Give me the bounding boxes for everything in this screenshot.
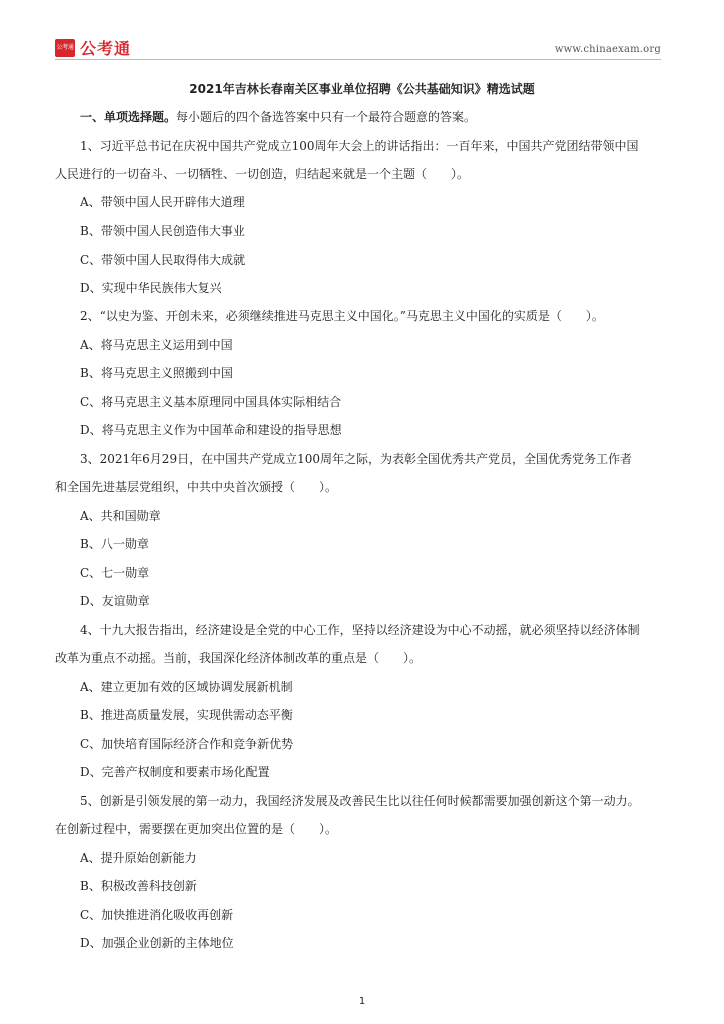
- section-heading-label: 一、单项选择题。: [80, 110, 177, 124]
- question-3-option-c: C、七一勋章: [80, 566, 150, 580]
- question-1-option-b: B、带领中国人民创造伟大事业: [80, 224, 245, 238]
- question-3-option-b: B、八一勋章: [80, 537, 149, 551]
- question-4-text-cont: 改革为重点不动摇。当前，我国深化经济体制改革的重点是（ ）。: [55, 651, 422, 665]
- section-heading: [80, 108, 476, 125]
- question-4-text: 4、十九大报告指出，经济建设是全党的中心工作，坚持以经济建设为中心不动摇，就必须坚持以经济体制: [80, 623, 640, 637]
- header-divider: [55, 59, 661, 60]
- logo-text: 公考通: [80, 39, 132, 58]
- question-3-option-d: D、友谊勋章: [80, 594, 150, 608]
- brand-logo: [55, 36, 131, 59]
- question-5-text: 5、创新是引领发展的第一动力，我国经济发展及改善民生比以往任何时候都需要加强创新这个第一动力。: [80, 794, 640, 808]
- question-5-option-c: C、加快推进消化吸收再创新: [80, 908, 234, 922]
- question-3-text: 3、2021年6月29日，在中国共产党成立100周年之际，为表彰全国优秀共产党员，全国优秀党务工作者: [80, 452, 632, 466]
- question-1-option-c: C、带领中国人民取得伟大成就: [80, 253, 246, 267]
- document-title: 2021年吉林长春南关区事业单位招聘《公共基础知识》精选试题: [189, 82, 535, 96]
- question-4-option-d: D、完善产权制度和要素市场化配置: [80, 765, 270, 779]
- question-1-option-d: D、实现中华民族伟大复兴: [80, 281, 222, 295]
- question-2-option-b: B、将马克思主义照搬到中国: [80, 366, 233, 380]
- question-5-option-d: D、加强企业创新的主体地位: [80, 936, 234, 950]
- question-3-option-a: A、共和国勋章: [80, 509, 161, 523]
- site-url: www.chinaexam.org: [554, 44, 661, 55]
- question-5-option-a: A、提升原始创新能力: [80, 851, 197, 865]
- section-instruction: 每小题后的四个备选答案中只有一个最符合题意的答案。: [176, 110, 477, 124]
- question-4-option-b: B、推进高质量发展，实现供需动态平衡: [80, 708, 293, 722]
- question-2-option-c: C、将马克思主义基本原理同中国具体实际相结合: [80, 395, 342, 409]
- question-1-text-cont: 人民进行的一切奋斗、一切牺牲、一切创造，归结起来就是一个主题（ ）。: [55, 167, 470, 181]
- question-2-text: 2、“以史为鉴、开创未来，必须继续推进马克思主义中国化。”马克思主义中国化的实质是（ ）。: [80, 309, 604, 323]
- page-header: [55, 34, 661, 60]
- question-1-text: 1、习近平总书记在庆祝中国共产党成立100周年大会上的讲话指出：一百年来，中国共产党团结带领中国: [80, 139, 639, 153]
- question-4-option-c: C、加快培育国际经济合作和竞争新优势: [80, 737, 294, 751]
- logo-icon: 公考通: [55, 39, 75, 57]
- question-4-option-a: A、建立更加有效的区域协调发展新机制: [80, 680, 293, 694]
- question-5-option-b: B、积极改善科技创新: [80, 879, 197, 893]
- question-2-option-a: A、将马克思主义运用到中国: [80, 338, 233, 352]
- question-1-option-a: A、带领中国人民开辟伟大道理: [80, 195, 245, 209]
- question-5-text-cont: 在创新过程中，需要摆在更加突出位置的是（ ）。: [55, 822, 338, 836]
- question-2-option-d: D、将马克思主义作为中国革命和建设的指导思想: [80, 423, 342, 437]
- page-number: 1: [358, 996, 366, 1007]
- question-3-text-cont: 和全国先进基层党组织，中共中央首次颁授（ ）。: [55, 480, 338, 494]
